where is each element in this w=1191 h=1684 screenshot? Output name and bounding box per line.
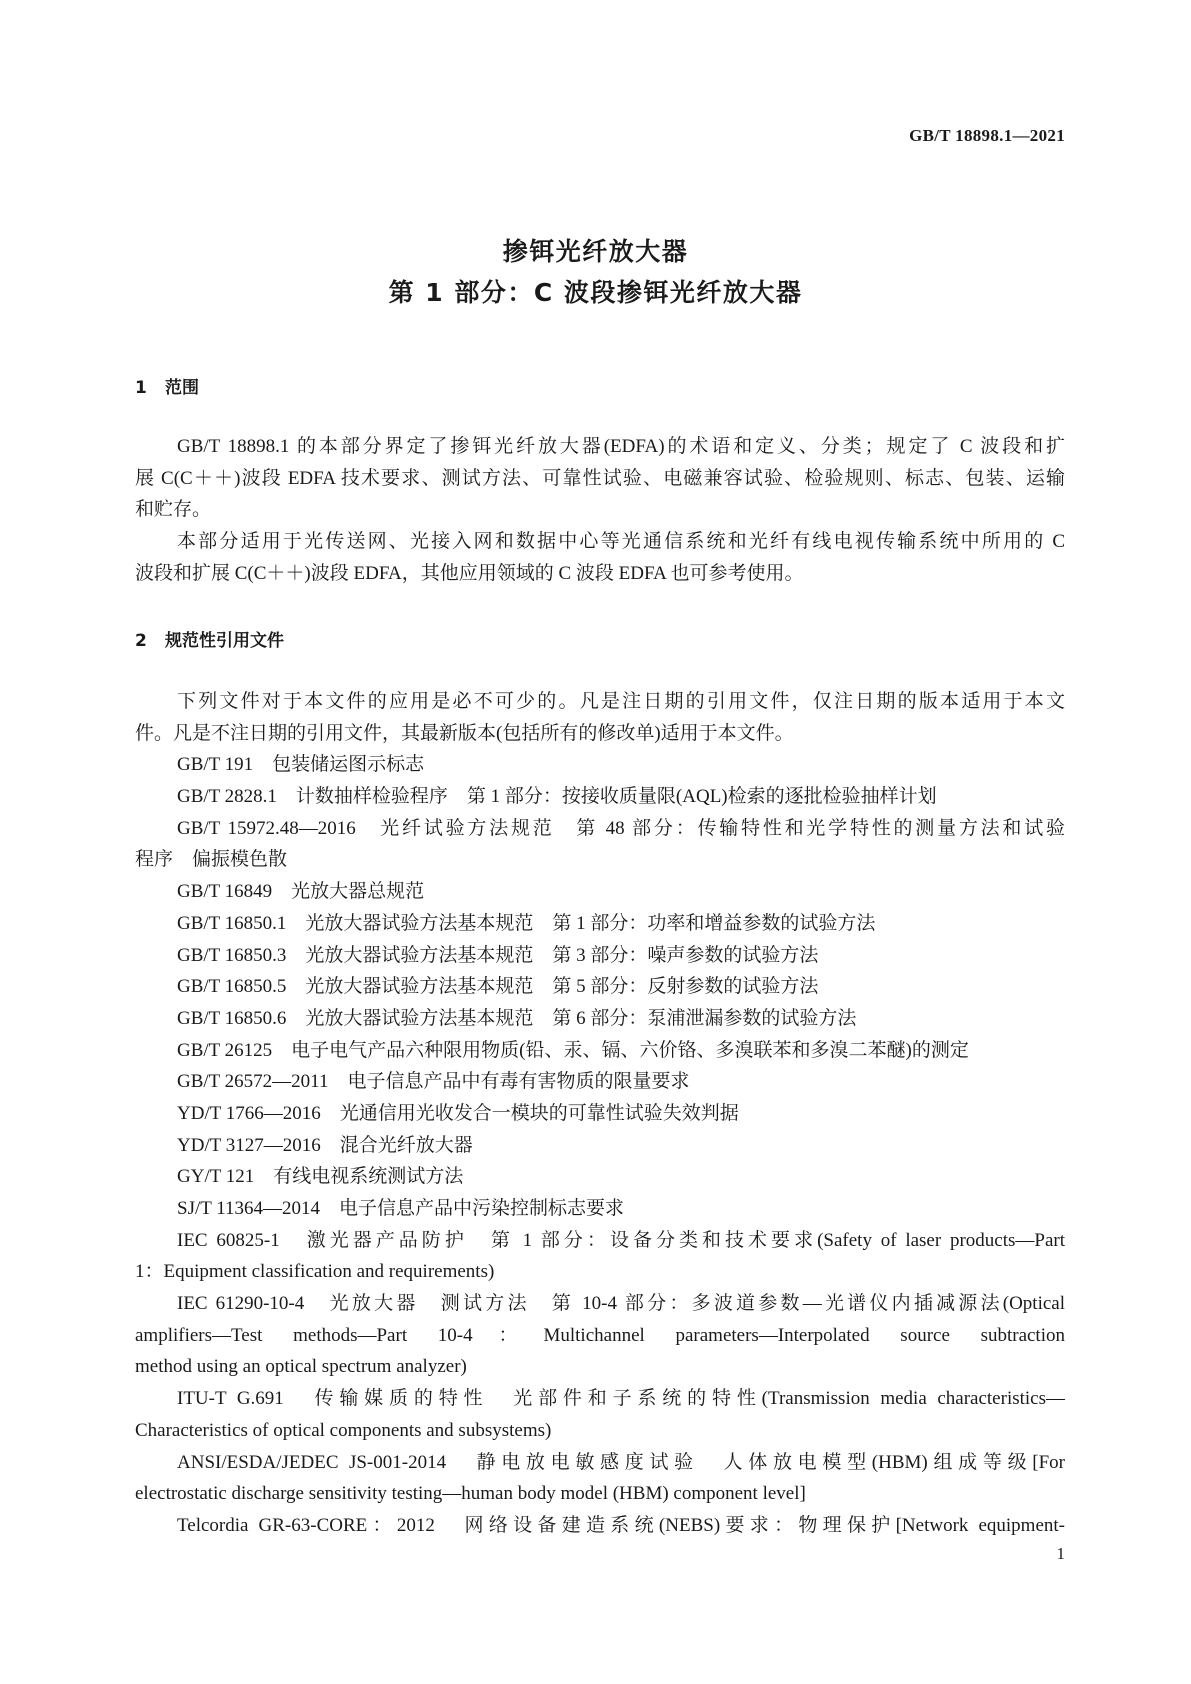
text-line: GB/T 15972.48—2016 光纤试验方法规范 第 48 部分：传输特性和光学特性的测量方法和试验 — [177, 817, 1065, 839]
reference-item — [135, 1193, 1065, 1225]
section-number: 1 — [135, 378, 147, 398]
text-line: GB/T 16849 光放大器总规范 — [177, 881, 425, 903]
text-line: GB/T 16850.3 光放大器试验方法基本规范 第 3 部分：噪声参数的试验方法 — [177, 944, 819, 966]
reference-item — [135, 1383, 1065, 1446]
scope-body — [135, 431, 1065, 589]
section-heading-normative-references — [135, 626, 284, 651]
text-line: amplifiers—Test methods—Part 10-4：Multichannel parameters—Interpolated source subtraction — [135, 1324, 1065, 1346]
reference-item — [135, 1098, 1065, 1130]
text-line: GB/T 191 包装储运图示标志 — [177, 754, 425, 776]
text-line: Characteristics of optical components and subsystems) — [135, 1419, 552, 1441]
text-line: Telcordia GR-63-CORE：2012 网络设备建造系统(NEBS)要求：物理保护[Network equipment- — [177, 1514, 1065, 1536]
reference-item — [135, 1066, 1065, 1098]
reference-item — [135, 1130, 1065, 1162]
reference-item — [135, 749, 1065, 781]
text-line: GB/T 2828.1 计数抽样检验程序 第 1 部分：按接收质量限(AQL)检索的逐批检验抽样计划 — [177, 786, 937, 808]
text-line: 下列文件对于本文件的应用是必不可少的。凡是注日期的引用文件，仅注日期的版本适用于本文 — [177, 691, 1065, 712]
text-line: GB/T 26125 电子电气产品六种限用物质(铅、汞、镉、六价铬、多溴联苯和多溴二苯醚)的测定 — [177, 1039, 969, 1061]
reference-item — [135, 876, 1065, 908]
reference-item — [135, 1035, 1065, 1067]
reference-item — [135, 813, 1065, 876]
references-body — [135, 686, 1065, 1542]
reference-item — [135, 1161, 1065, 1193]
text-line: 和贮存。 — [135, 499, 212, 521]
text-line: YD/T 3127—2016 混合光纤放大器 — [177, 1134, 473, 1156]
text-line: 本部分适用于光传送网、光接入网和数据中心等光通信系统和光纤有线电视传输系统中所用的 C — [177, 531, 1065, 553]
section-title: 规范性引用文件 — [165, 631, 284, 651]
reference-item — [135, 971, 1065, 1003]
text-line: ITU-T G.691 传输媒质的特性 光部件和子系统的特性(Transmission media characteristics— — [177, 1388, 1065, 1410]
text-line: GY/T 121 有线电视系统测试方法 — [177, 1166, 464, 1188]
text-line: YD/T 1766—2016 光通信用光收发合一模块的可靠性试验失效判据 — [177, 1102, 739, 1124]
text-line: GB/T 16850.6 光放大器试验方法基本规范 第 6 部分：泵浦泄漏参数的试验方法 — [177, 1007, 857, 1029]
text-line: SJ/T 11364—2014 电子信息产品中污染控制标志要求 — [177, 1198, 625, 1219]
text-line: 波段和扩展 C(C＋＋)波段 EDFA，其他应用领域的 C 波段 EDFA 也可参考使用。 — [135, 562, 804, 584]
standard-code-header: GB/T 18898.1—2021 — [909, 126, 1065, 145]
document-subtitle: 第 1 部分：C 波段掺铒光纤放大器 — [388, 278, 803, 307]
reference-item — [135, 1288, 1065, 1383]
reference-item — [135, 1510, 1065, 1542]
text-line: 1：Equipment classification and requirements) — [135, 1261, 495, 1283]
section-title: 范围 — [165, 378, 199, 398]
page-number: 1 — [1056, 1544, 1065, 1563]
text-line: IEC 61290-10-4 光放大器 测试方法 第 10-4 部分：多波道参数—光谱仪内插减源法(Optical — [177, 1293, 1065, 1315]
reference-item — [135, 1003, 1065, 1035]
text-line: electrostatic discharge sensitivity testing—human body model (HBM) component level] — [135, 1483, 806, 1505]
text-line: 程序 偏振模色散 — [135, 849, 288, 871]
document-title: 掺铒光纤放大器 — [502, 237, 689, 266]
paragraph — [135, 686, 1065, 749]
reference-item — [135, 1447, 1065, 1510]
section-heading-scope — [135, 373, 199, 398]
paragraph — [135, 526, 1065, 589]
text-line: GB/T 16850.5 光放大器试验方法基本规范 第 5 部分：反射参数的试验方法 — [177, 976, 819, 998]
text-line: 展 C(C＋＋)波段 EDFA 技术要求、测试方法、可靠性试验、电磁兼容试验、检验规则、标志、包装、运输 — [135, 467, 1065, 489]
reference-item — [135, 1225, 1065, 1288]
text-line: IEC 60825-1 激光器产品防护 第 1 部分：设备分类和技术要求(Safety of laser products—Part — [177, 1229, 1065, 1251]
paragraph — [135, 431, 1065, 526]
section-number: 2 — [135, 631, 147, 651]
reference-item — [135, 781, 1065, 813]
text-line: GB/T 18898.1 的本部分界定了掺铒光纤放大器(EDFA)的术语和定义、分类；规定了 C 波段和扩 — [177, 436, 1065, 457]
text-line: GB/T 16850.1 光放大器试验方法基本规范 第 1 部分：功率和增益参数的试验方法 — [177, 912, 876, 934]
text-line: ANSI/ESDA/JEDEC JS-001-2014 静电放电敏感度试验 人体放电模型(HBM)组成等级[For — [177, 1451, 1065, 1473]
text-line: 件。凡是不注日期的引用文件，其最新版本(包括所有的修改单)适用于本文件。 — [135, 722, 794, 744]
reference-item — [135, 940, 1065, 972]
reference-item — [135, 908, 1065, 940]
text-line: GB/T 26572—2011 电子信息产品中有毒有害物质的限量要求 — [177, 1071, 690, 1093]
text-line: method using an optical spectrum analyzer) — [135, 1356, 467, 1378]
